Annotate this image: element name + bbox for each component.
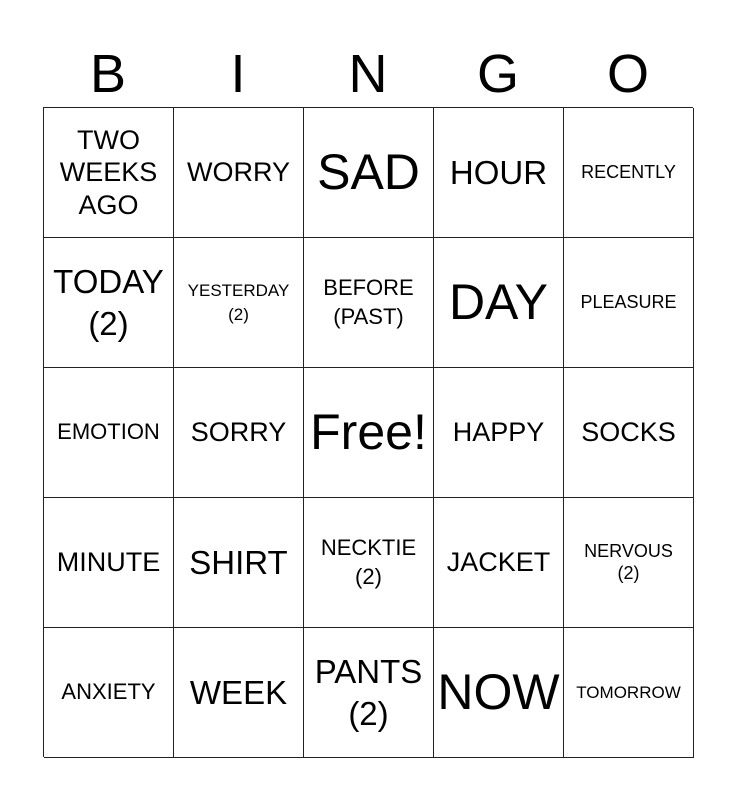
cell-label: RECENTLY	[581, 161, 676, 182]
bingo-cell-r0c1[interactable]	[174, 108, 304, 238]
bingo-cell-r4c1[interactable]	[174, 628, 304, 758]
bingo-cell-r3c1[interactable]	[174, 498, 304, 628]
bingo-cell-r3c2[interactable]	[304, 498, 434, 628]
bingo-cell-r0c0[interactable]	[44, 108, 174, 238]
cell-label: HOUR	[449, 153, 548, 191]
cell-label: EMOTION	[57, 419, 160, 445]
bingo-cell-r2c1[interactable]	[174, 368, 304, 498]
bingo-cell-r1c4[interactable]	[564, 238, 694, 368]
cell-label: WORRY	[186, 157, 290, 188]
cell-label: WEEK	[189, 673, 288, 711]
bingo-grid	[43, 107, 693, 757]
bingo-cell-r2c3[interactable]	[434, 368, 564, 498]
header-letter-b: B	[89, 44, 127, 104]
cell-label: NERVOUS (2)	[584, 540, 673, 583]
cell-label: JACKET	[446, 547, 551, 578]
bingo-cell-r4c4[interactable]	[564, 628, 694, 758]
cell-label: NOW	[437, 664, 560, 720]
cell-label: SOCKS	[581, 417, 676, 448]
bingo-cell-r1c3[interactable]	[434, 238, 564, 368]
bingo-cell-r4c0[interactable]	[44, 628, 174, 758]
bingo-cell-r1c1[interactable]	[174, 238, 304, 368]
cell-label: TODAY (2)	[53, 263, 164, 342]
bingo-cell-r1c0[interactable]	[44, 238, 174, 368]
cell-label: TOMORROW	[576, 682, 681, 702]
bingo-cell-r0c4[interactable]	[564, 108, 694, 238]
bingo-cell-r4c2[interactable]	[304, 628, 434, 758]
bingo-cell-r3c3[interactable]	[434, 498, 564, 628]
bingo-header	[43, 42, 693, 106]
cell-label: YESTERDAY (2)	[187, 280, 290, 324]
bingo-cell-r3c4[interactable]	[564, 498, 694, 628]
header-letter-n: N	[348, 44, 388, 104]
bingo-cell-r0c2[interactable]	[304, 108, 434, 238]
bingo-cell-free[interactable]	[304, 368, 434, 498]
header-letter-g: G	[476, 44, 519, 104]
cell-label: ANXIETY	[61, 679, 156, 705]
cell-label: TWO WEEKS AGO	[59, 124, 158, 220]
cell-label: SAD	[317, 144, 420, 200]
header-letter-o: O	[606, 44, 649, 104]
cell-label: BEFORE (PAST)	[323, 274, 414, 329]
cell-label: PANTS (2)	[314, 653, 423, 732]
cell-label: SORRY	[190, 417, 287, 448]
cell-label: MINUTE	[56, 547, 161, 578]
bingo-cell-r0c3[interactable]	[434, 108, 564, 238]
free-space-label: Free!	[310, 404, 427, 460]
bingo-cell-r1c2[interactable]	[304, 238, 434, 368]
bingo-cell-r4c3[interactable]	[434, 628, 564, 758]
bingo-cell-r2c4[interactable]	[564, 368, 694, 498]
cell-label: PLEASURE	[580, 291, 677, 312]
cell-label: NECKTIE (2)	[320, 534, 417, 589]
bingo-cell-r2c0[interactable]	[44, 368, 174, 498]
header-letter-i: I	[230, 44, 246, 104]
bingo-cell-r3c0[interactable]	[44, 498, 174, 628]
cell-label: SHIRT	[189, 543, 288, 581]
cell-label: HAPPY	[452, 417, 545, 448]
cell-label: DAY	[448, 274, 549, 330]
